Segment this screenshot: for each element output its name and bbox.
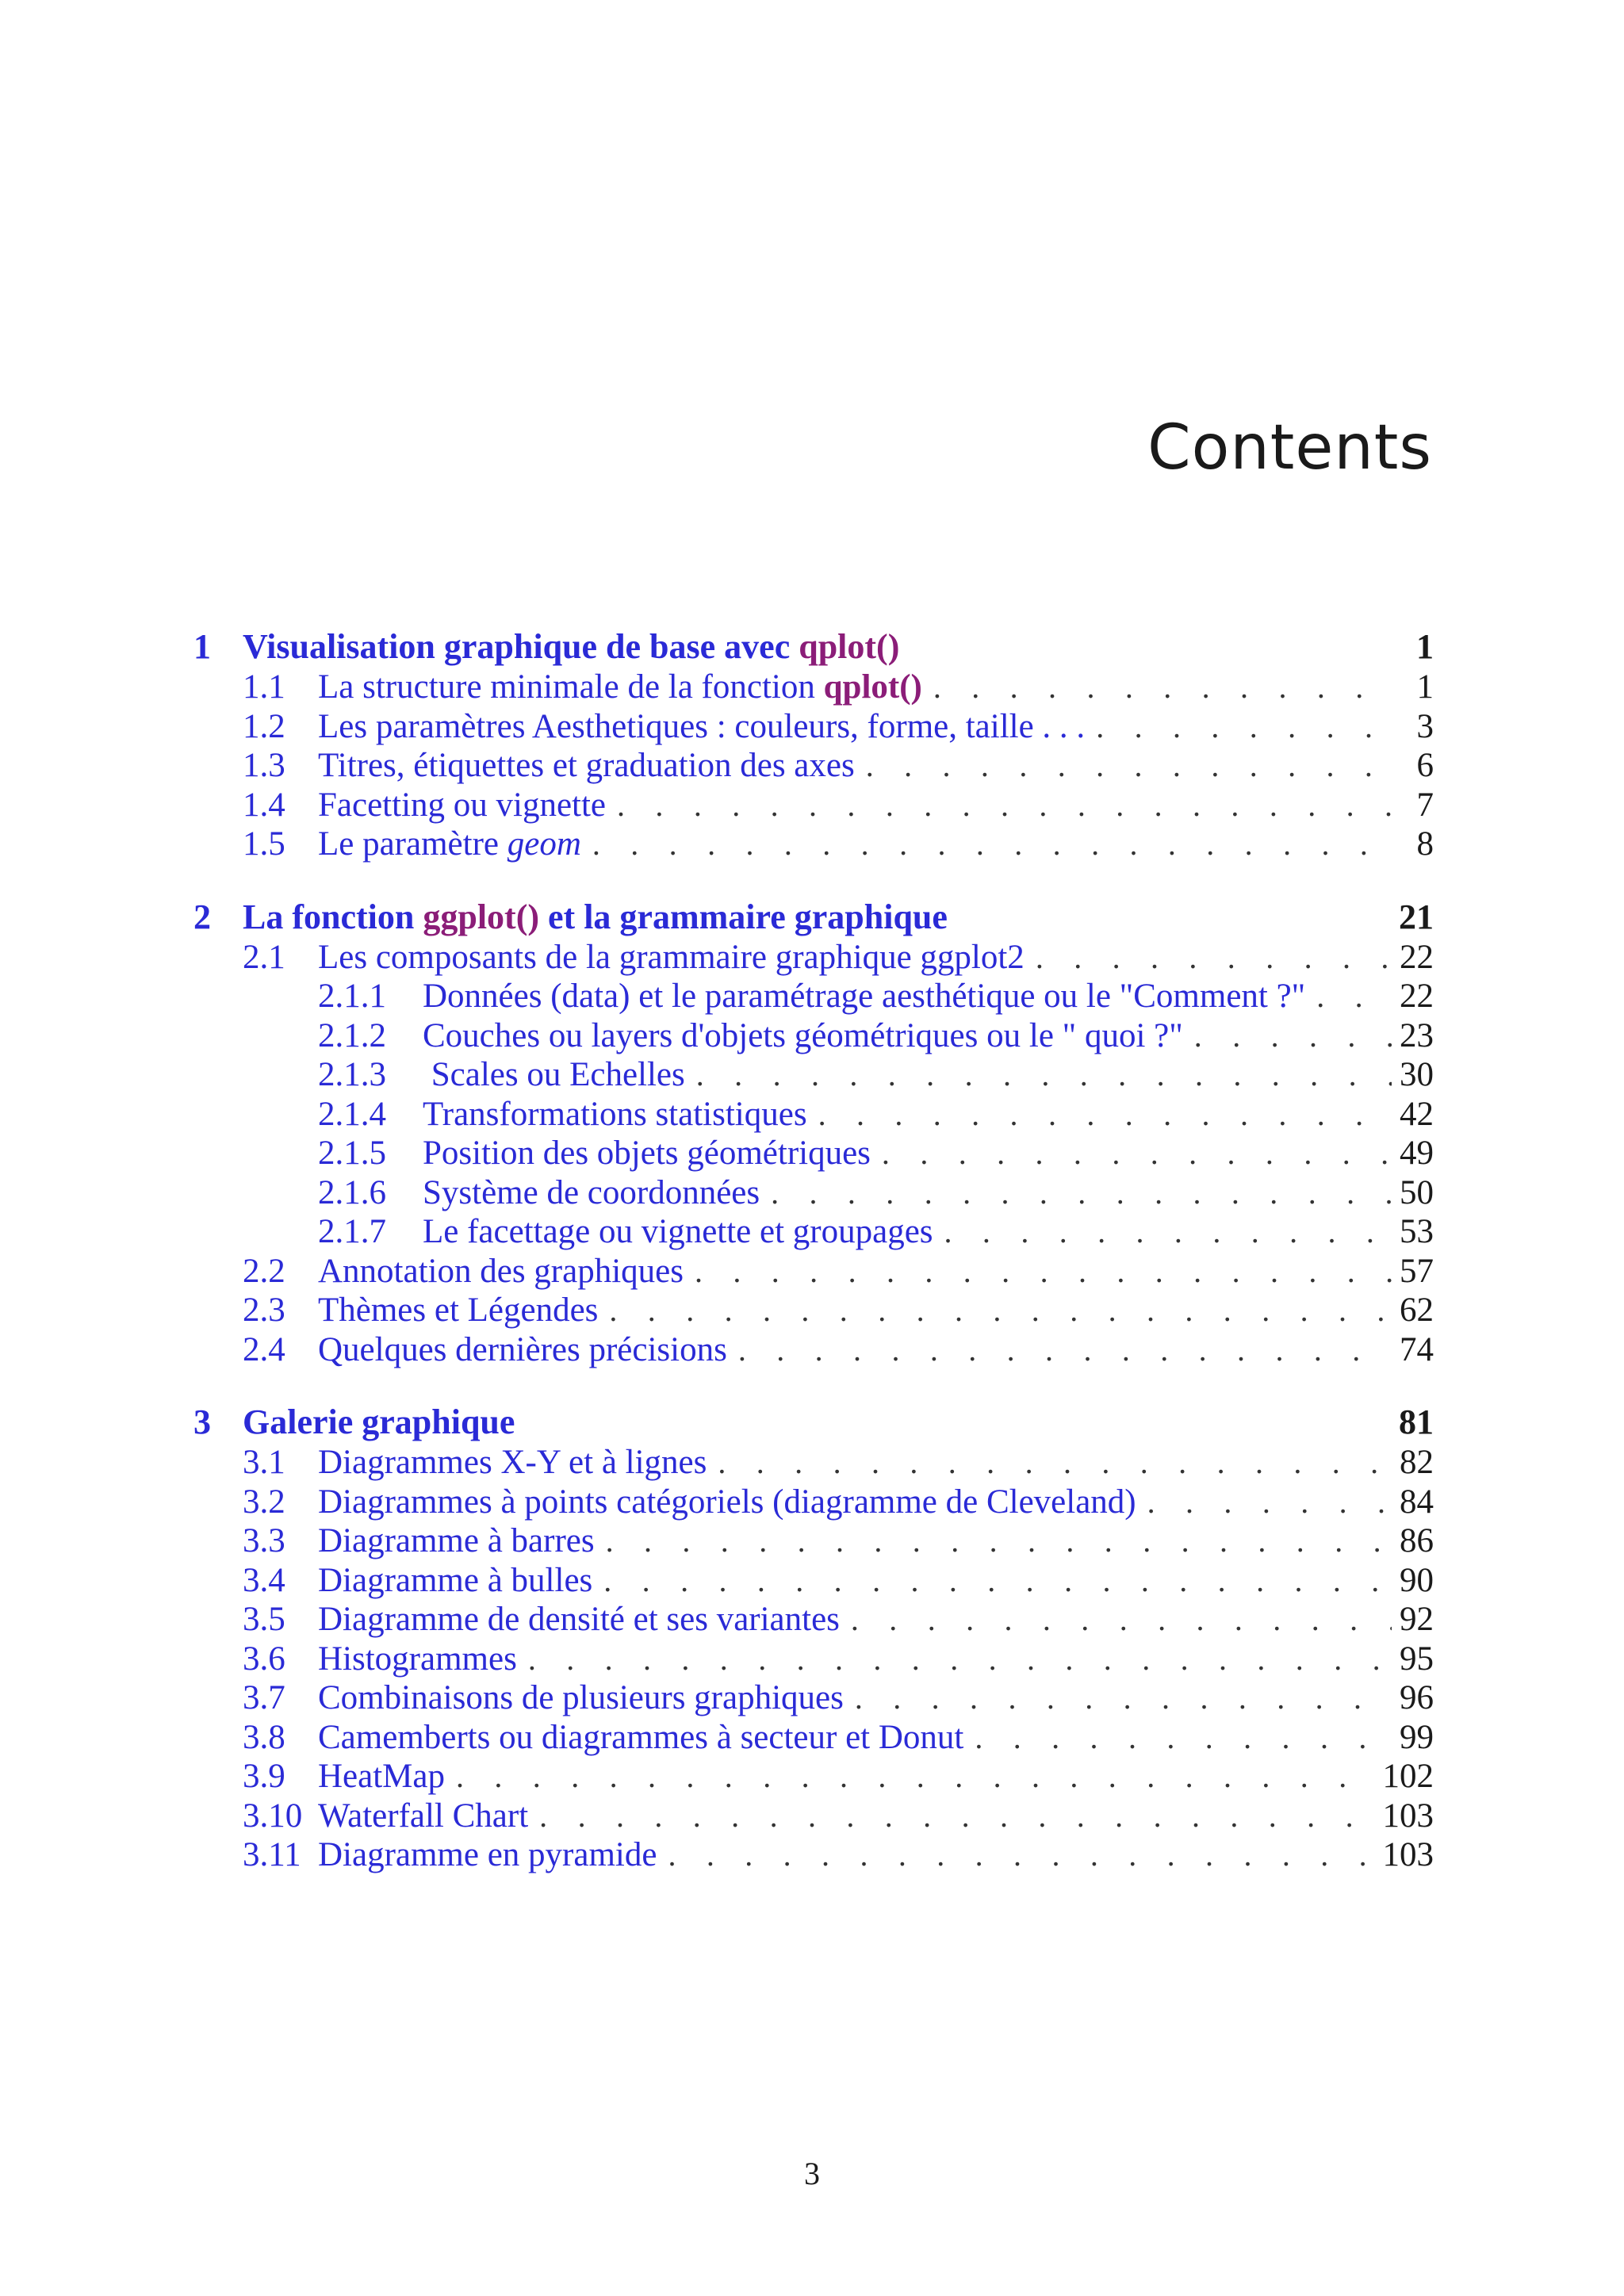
- subsection-title: Données (data) et le paramétrage aesthétique ou le "Comment ?": [423, 978, 1306, 1015]
- toc-subsection-2-1-5[interactable]: [193, 1134, 1434, 1173]
- toc-section-3-2[interactable]: [193, 1483, 1434, 1522]
- page-ref: 57: [1400, 1252, 1434, 1290]
- subsection-number: 2.1.6: [318, 1173, 386, 1211]
- section-title: Diagramme à bulles: [318, 1561, 593, 1599]
- section-number: 3.3: [243, 1522, 285, 1559]
- chapter-number: 3: [193, 1402, 211, 1441]
- dot-leader: [866, 746, 1394, 786]
- page-ref: 92: [1400, 1601, 1434, 1638]
- dot-leader: [975, 1718, 1392, 1758]
- chapter-title: Galerie graphique: [243, 1402, 515, 1441]
- toc-section-1-1[interactable]: [193, 668, 1434, 707]
- subsection-title: Position des objets géométriques: [423, 1135, 871, 1172]
- section-number: 2.4: [243, 1330, 285, 1368]
- section-number: 3.4: [243, 1561, 285, 1599]
- toc-section-3-5[interactable]: [193, 1600, 1434, 1640]
- page-ref: 74: [1400, 1330, 1434, 1368]
- section-title: Quelques dernières précisions: [318, 1330, 727, 1368]
- toc-chapter-3[interactable]: [193, 1402, 1434, 1443]
- toc-section-2-1[interactable]: [193, 938, 1434, 978]
- page-ref: 7: [1416, 786, 1434, 824]
- chapter-title: Visualisation graphique de base avec qplot(): [243, 627, 900, 666]
- page-ref: 82: [1400, 1444, 1434, 1481]
- toc-section-3-6[interactable]: [193, 1640, 1434, 1679]
- section-title: Diagramme à barres: [318, 1522, 595, 1559]
- dot-leader: [539, 1797, 1374, 1836]
- page-ref: 103: [1382, 1836, 1434, 1873]
- page-ref: 21: [1399, 897, 1434, 936]
- section-title: Diagramme en pyramide: [318, 1836, 657, 1873]
- toc-chapter-1[interactable]: [193, 626, 1434, 668]
- code-term: qplot(): [823, 668, 922, 706]
- page-ref: 53: [1400, 1213, 1434, 1250]
- section-number: 1.1: [243, 668, 285, 706]
- chapter-1: [193, 626, 1434, 864]
- section-title: Thèmes et Légendes: [318, 1292, 599, 1329]
- section-title: Camemberts ou diagrammes à secteur et Donut: [318, 1718, 964, 1756]
- section-number: 3.11: [243, 1836, 301, 1873]
- section-number: 3.7: [243, 1679, 285, 1716]
- section-number: 2.2: [243, 1252, 285, 1290]
- subsection-title: Le facettage ou vignette et groupages: [423, 1213, 933, 1250]
- section-title: Titres, étiquettes et graduation des axes: [318, 747, 855, 784]
- dot-leader: [695, 1252, 1392, 1292]
- toc-section-2-4[interactable]: [193, 1330, 1434, 1370]
- dot-leader: [1036, 938, 1392, 978]
- dot-leader: [718, 1443, 1392, 1483]
- page-title: Contents: [1147, 412, 1432, 484]
- subsection-title: Scales ou Echelles: [423, 1056, 685, 1093]
- chapter-2: [193, 897, 1434, 1370]
- code-term: qplot(): [799, 627, 900, 666]
- chapter-number: 2: [193, 897, 211, 936]
- toc-subsection-2-1-6[interactable]: [193, 1173, 1434, 1213]
- page-ref: 22: [1400, 978, 1434, 1015]
- toc-section-3-4[interactable]: [193, 1561, 1434, 1601]
- table-of-contents: [193, 626, 1434, 1908]
- section-title: HeatMap: [318, 1758, 445, 1795]
- page-ref: 84: [1400, 1483, 1434, 1521]
- section-number: 3.8: [243, 1718, 285, 1756]
- subsection-number: 2.1.7: [318, 1213, 386, 1250]
- section-number: 1.4: [243, 786, 285, 824]
- chapter-3: [193, 1402, 1434, 1875]
- dot-leader: [456, 1757, 1375, 1797]
- section-title: La structure minimale de la fonction qplot(): [318, 668, 922, 706]
- section-number: 2.3: [243, 1292, 285, 1329]
- page-ref: 1: [1416, 627, 1434, 666]
- section-number: 3.10: [243, 1797, 303, 1835]
- dot-leader: [528, 1640, 1392, 1679]
- section-number: 1.3: [243, 747, 285, 784]
- section-number: 3.1: [243, 1444, 285, 1481]
- section-title: Les paramètres Aesthetiques : couleurs, forme, taille . . .: [318, 707, 1086, 745]
- page-ref: 6: [1416, 747, 1434, 784]
- dot-leader: [606, 1521, 1392, 1561]
- emphasized-term: geom: [507, 825, 581, 863]
- toc-section-1-4[interactable]: [193, 786, 1434, 825]
- section-title: Diagrammes à points catégoriels (diagramme de Cleveland): [318, 1483, 1136, 1521]
- page-ref: 95: [1400, 1640, 1434, 1678]
- section-number: 3.2: [243, 1483, 285, 1521]
- subsection-number: 2.1.4: [318, 1095, 386, 1133]
- page-ref: 30: [1400, 1056, 1434, 1093]
- section-title: Histogrammes: [318, 1640, 517, 1678]
- toc-subsection-2-1-1[interactable]: [193, 977, 1434, 1016]
- dot-leader: [592, 825, 1394, 864]
- subsection-number: 2.1.3: [318, 1056, 386, 1093]
- toc-section-1-5[interactable]: [193, 825, 1434, 864]
- dot-leader: [1194, 1016, 1392, 1056]
- toc-section-1-2[interactable]: [193, 707, 1434, 747]
- page-ref: 90: [1400, 1561, 1434, 1599]
- dot-leader: [617, 786, 1394, 825]
- toc-section-3-9[interactable]: [193, 1757, 1434, 1797]
- toc-section-3-7[interactable]: [193, 1678, 1434, 1718]
- subsection-title: Transformations statistiques: [423, 1095, 807, 1133]
- dot-leader: [609, 1291, 1392, 1330]
- page-ref: 1: [1416, 668, 1434, 706]
- toc-subsection-2-1-2[interactable]: [193, 1016, 1434, 1056]
- section-number: 1.5: [243, 825, 285, 863]
- page-ref: 99: [1400, 1718, 1434, 1756]
- page-ref: 3: [1416, 707, 1434, 745]
- section-title: Annotation des graphiques: [318, 1252, 684, 1290]
- page-ref: 8: [1416, 825, 1434, 863]
- page-ref: 23: [1400, 1016, 1434, 1054]
- code-term: ggplot(): [423, 897, 540, 936]
- section-title: Les composants de la grammaire graphique ggplot2: [318, 938, 1025, 976]
- section-number: 3.9: [243, 1758, 285, 1795]
- dot-leader: [855, 1678, 1392, 1718]
- page-ref: 42: [1400, 1095, 1434, 1133]
- subsection-number: 2.1.5: [318, 1135, 386, 1172]
- page-ref: 96: [1400, 1679, 1434, 1716]
- section-number: 3.5: [243, 1601, 285, 1638]
- subsection-number: 2.1.2: [318, 1016, 386, 1054]
- subsection-title: Couches ou layers d'objets géométriques ou le " quoi ?": [423, 1016, 1183, 1054]
- toc-chapter-2[interactable]: [193, 897, 1434, 938]
- toc-subsection-2-1-4[interactable]: [193, 1095, 1434, 1135]
- section-number: 3.6: [243, 1640, 285, 1678]
- section-title: Le paramètre geom: [318, 825, 581, 863]
- dot-leader: [818, 1095, 1392, 1135]
- dot-leader: [696, 1055, 1392, 1095]
- dot-leader: [944, 1212, 1392, 1252]
- section-title: Diagramme de densité et ses variantes: [318, 1601, 840, 1638]
- section-title: Facetting ou vignette: [318, 786, 607, 824]
- toc-section-2-2[interactable]: [193, 1252, 1434, 1292]
- page-ref: 86: [1400, 1522, 1434, 1559]
- toc-subsection-2-1-7[interactable]: [193, 1212, 1434, 1252]
- toc-section-3-3[interactable]: [193, 1521, 1434, 1561]
- chapter-title: La fonction ggplot() et la grammaire graphique: [243, 897, 948, 936]
- toc-section-2-3[interactable]: [193, 1291, 1434, 1330]
- page-ref: 50: [1400, 1173, 1434, 1211]
- page-ref: 62: [1400, 1292, 1434, 1329]
- dot-leader: [603, 1561, 1392, 1601]
- dot-leader: [1096, 707, 1394, 747]
- section-number: 1.2: [243, 707, 285, 745]
- dot-leader: [771, 1173, 1392, 1213]
- chapter-number: 1: [193, 627, 211, 666]
- page-ref: 22: [1400, 938, 1434, 976]
- subsection-title: Système de coordonnées: [423, 1173, 760, 1211]
- toc-section-3-1[interactable]: [193, 1443, 1434, 1483]
- dot-leader: [882, 1134, 1392, 1173]
- toc-section-3-8[interactable]: [193, 1718, 1434, 1758]
- dot-leader: [933, 668, 1394, 707]
- page-number: 3: [804, 2156, 820, 2191]
- section-title: Diagrammes X-Y et à lignes: [318, 1444, 707, 1481]
- page-ref: 81: [1399, 1402, 1434, 1441]
- toc-section-3-11[interactable]: [193, 1835, 1434, 1875]
- toc-section-3-10[interactable]: [193, 1797, 1434, 1836]
- section-title: Combinaisons de plusieurs graphiques: [318, 1679, 844, 1716]
- dot-leader: [1147, 1483, 1392, 1522]
- section-number: 2.1: [243, 938, 285, 976]
- page-ref: 103: [1382, 1797, 1434, 1835]
- subsection-number: 2.1.1: [318, 978, 386, 1015]
- dot-leader: [738, 1330, 1392, 1370]
- dot-leader: [851, 1600, 1392, 1640]
- toc-section-1-3[interactable]: [193, 746, 1434, 786]
- dot-leader: [668, 1835, 1374, 1875]
- dot-leader: [1316, 977, 1392, 1016]
- toc-subsection-2-1-3[interactable]: [193, 1055, 1434, 1095]
- section-title: Waterfall Chart: [318, 1797, 529, 1835]
- page-ref: 49: [1400, 1135, 1434, 1172]
- page-ref: 102: [1382, 1758, 1434, 1795]
